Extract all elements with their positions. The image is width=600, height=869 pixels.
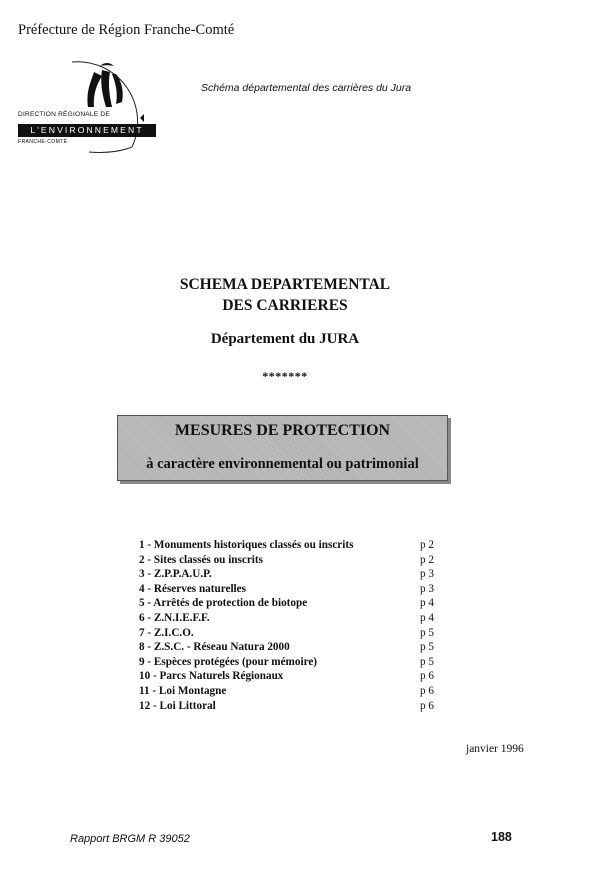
separator-stars: *******	[262, 369, 308, 383]
toc-item-label: 12 - Loi Littoral	[139, 699, 216, 712]
toc-item-page: p 5	[420, 655, 434, 668]
toc-item-label: 1 - Monuments historiques classés ou inscrits	[139, 539, 354, 551]
toc-item-page: p 4	[420, 597, 434, 610]
toc-item-page: p 6	[420, 684, 434, 697]
toc-item	[139, 640, 449, 655]
toc-item-label: 8 - Z.S.C. - Réseau Natura 2000	[139, 641, 290, 654]
toc-item	[139, 669, 449, 684]
toc-item-label: 5 - Arrêtés de protection de biotope	[139, 597, 308, 610]
toc-item-page: p 6	[420, 699, 434, 712]
logo-text-environnement: L'ENVIRONNEMENT	[18, 124, 156, 137]
toc-item-page: p 3	[420, 568, 434, 581]
main-title-line2: DES CARRIERES	[222, 297, 348, 314]
toc-item-page: p 5	[420, 641, 434, 654]
table-of-contents	[139, 538, 449, 713]
toc-item-page: p 3	[420, 582, 434, 595]
protection-title-box	[117, 415, 448, 481]
report-reference: Rapport BRGM R 39052	[70, 833, 190, 845]
prefecture-header: Préfecture de Région Franche-Comté	[18, 22, 235, 38]
toc-item	[139, 699, 449, 714]
toc-item-label: 7 - Z.I.C.O.	[139, 626, 194, 639]
toc-item	[139, 611, 449, 626]
toc-item	[139, 567, 449, 582]
toc-item	[139, 596, 449, 611]
toc-item-page: p 4	[420, 611, 434, 624]
main-title-line1: SCHEMA DEPARTEMENTAL	[179, 276, 391, 293]
page-number: 188	[491, 830, 512, 844]
toc-item	[139, 684, 449, 699]
toc-item-page: p 2	[420, 553, 434, 566]
toc-item-label: 2 - Sites classés ou inscrits	[139, 553, 263, 566]
logo-text-direction: DIRECTION RÉGIONALE DE	[18, 111, 110, 118]
toc-item-label: 9 - Espèces protégées (pour mémoire)	[139, 655, 318, 668]
toc-item-label: 10 - Parcs Naturels Régionaux	[139, 670, 284, 683]
logo-text-region: FRANCHE-COMTÉ	[18, 139, 68, 145]
document-date: janvier 1996	[466, 743, 524, 755]
toc-item-label: 4 - Réserves naturelles	[139, 582, 246, 595]
toc-item-page: p 5	[420, 626, 434, 639]
toc-item	[139, 538, 449, 553]
toc-item-label: 11 - Loi Montagne	[139, 684, 227, 697]
toc-item	[139, 655, 449, 670]
toc-item-label: 3 - Z.P.P.A.U.P.	[139, 568, 212, 581]
protection-title-line2: à caractère environnemental ou patrimonial	[146, 456, 419, 472]
toc-item-page: p 2	[420, 539, 434, 551]
document-subtitle: Schéma départemental des carrières du Jura	[201, 82, 412, 94]
toc-item-page: p 6	[420, 670, 434, 683]
toc-item-label: 6 - Z.N.I.E.F.F.	[139, 611, 210, 624]
protection-title-line1: MESURES DE PROTECTION	[174, 422, 391, 439]
department-title: Département du JURA	[210, 331, 360, 347]
toc-item	[139, 582, 449, 597]
toc-item	[139, 553, 449, 568]
toc-item	[139, 626, 449, 641]
